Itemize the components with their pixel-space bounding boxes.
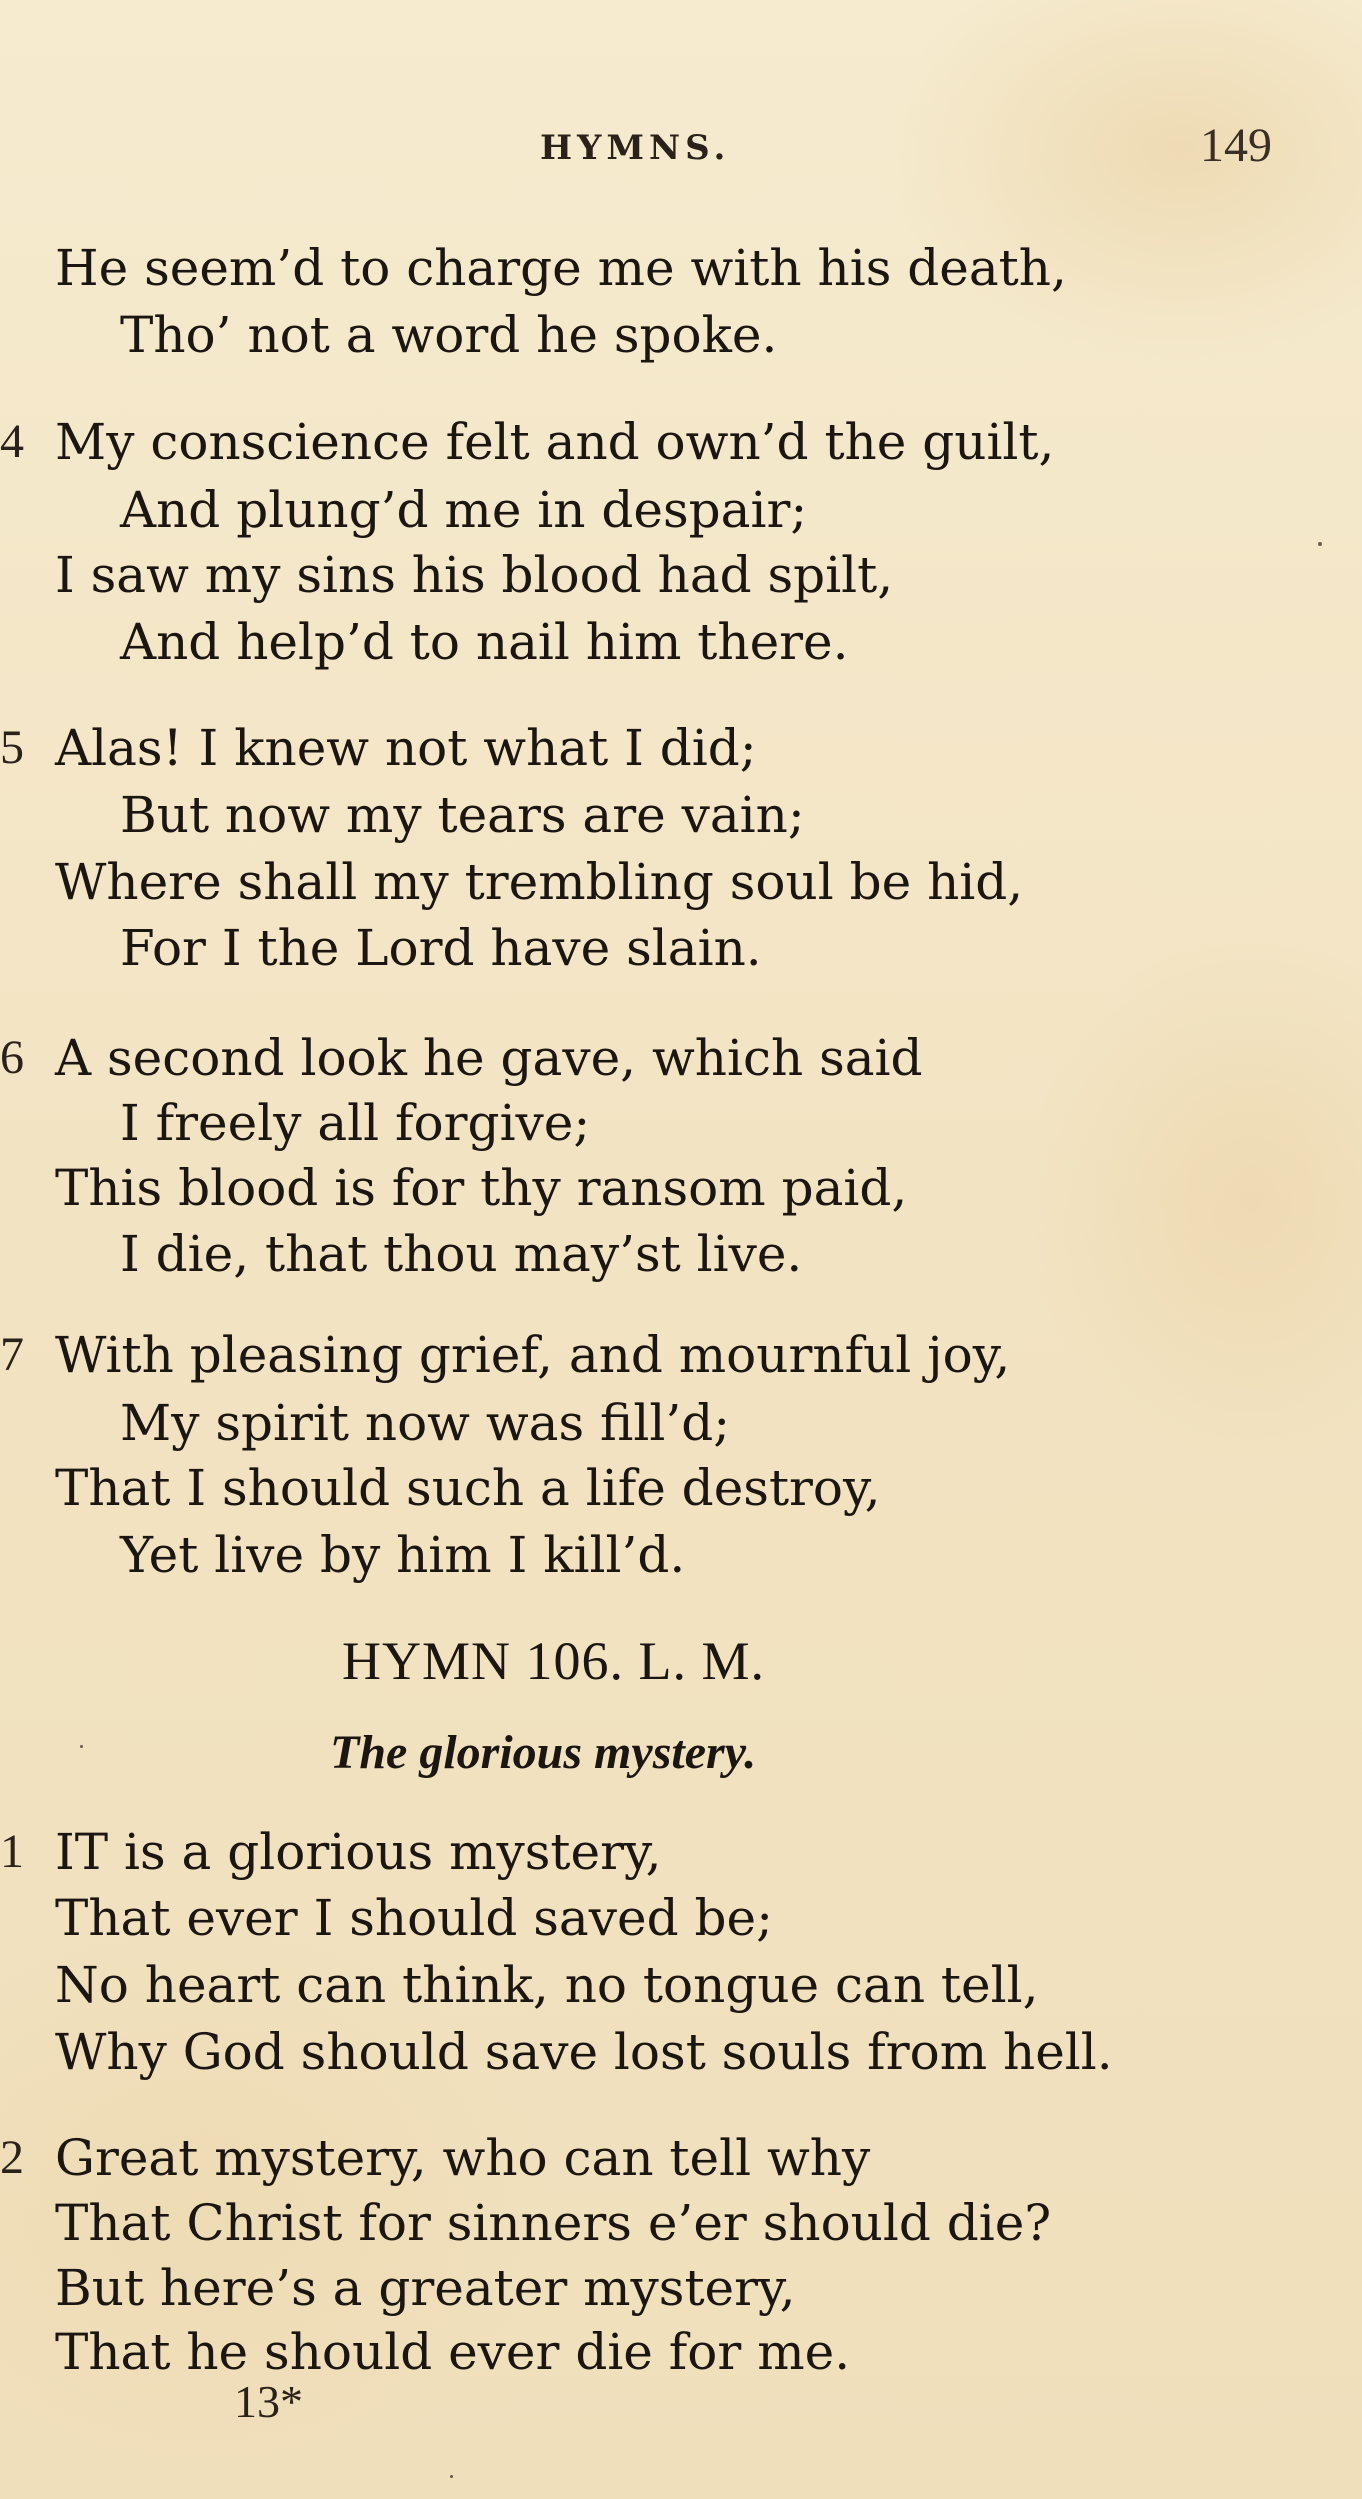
verse-number: 4	[0, 415, 24, 468]
paper-speck	[450, 2475, 453, 2478]
stanza-line: That I should such a life destroy,	[55, 1459, 881, 1517]
verse-number: 6	[0, 1031, 24, 1084]
stanza-line: And help’d to nail him there.	[120, 613, 849, 671]
verse-number: 1	[0, 1825, 24, 1878]
stanza-line: I saw my sins his blood had spilt,	[55, 546, 894, 604]
stanza-line: With pleasing grief, and mournful joy,	[55, 1326, 1011, 1384]
stanza-line: That he should ever die for me.	[55, 2323, 851, 2381]
stanza-line: IT is a glorious mystery,	[55, 1823, 662, 1881]
paper-speck	[80, 1745, 83, 1748]
stanza-line: My conscience felt and own’d the guilt,	[55, 413, 1055, 471]
stanza-line: A second look he gave, which said	[55, 1029, 923, 1087]
stanza-line: And plung’d me in despair;	[120, 481, 808, 539]
hymn-subtitle: The glorious mystery.	[330, 1726, 757, 1779]
stanza-line: I die, that thou may’st live.	[120, 1225, 803, 1283]
running-title: HYMNS.	[540, 128, 731, 168]
stanza-line: Yet live by him I kill’d.	[120, 1526, 686, 1584]
verse-number: 7	[0, 1328, 24, 1381]
stanza-line: Great mystery, who can tell why	[55, 2129, 871, 2187]
stanza-line: For I the Lord have slain.	[120, 919, 762, 977]
stanza-line: That Christ for sinners e’er should die?	[55, 2194, 1052, 2252]
stanza-line: My spirit now was fill’d;	[120, 1394, 731, 1452]
stanza-line: But here’s a greater mystery,	[55, 2259, 796, 2317]
verse-number: 2	[0, 2131, 24, 2184]
stanza-line: Alas! I knew not what I did;	[55, 719, 757, 777]
verse-number: 5	[0, 721, 24, 774]
stanza-line: This blood is for thy ransom paid,	[55, 1159, 908, 1217]
stanza-line: He seem’d to charge me with his death,	[55, 239, 1067, 297]
stanza-line: But now my tears are vain;	[120, 786, 805, 844]
signature-mark: 13*	[234, 2376, 303, 2427]
hymn-title: HYMN 106. L. M.	[342, 1631, 766, 1691]
stanza-line: No heart can think, no tongue can tell,	[55, 1956, 1039, 2014]
page-number: 149	[1200, 119, 1272, 172]
paper-speck	[1318, 542, 1322, 546]
stanza-line: That ever I should saved be;	[55, 1889, 773, 1947]
stanza-line: Where shall my trembling soul be hid,	[55, 853, 1024, 911]
stanza-line: Tho’ not a word he spoke.	[120, 306, 778, 364]
stanza-line: I freely all forgive;	[120, 1094, 591, 1152]
stanza-line: Why God should save lost souls from hell.	[55, 2023, 1113, 2081]
